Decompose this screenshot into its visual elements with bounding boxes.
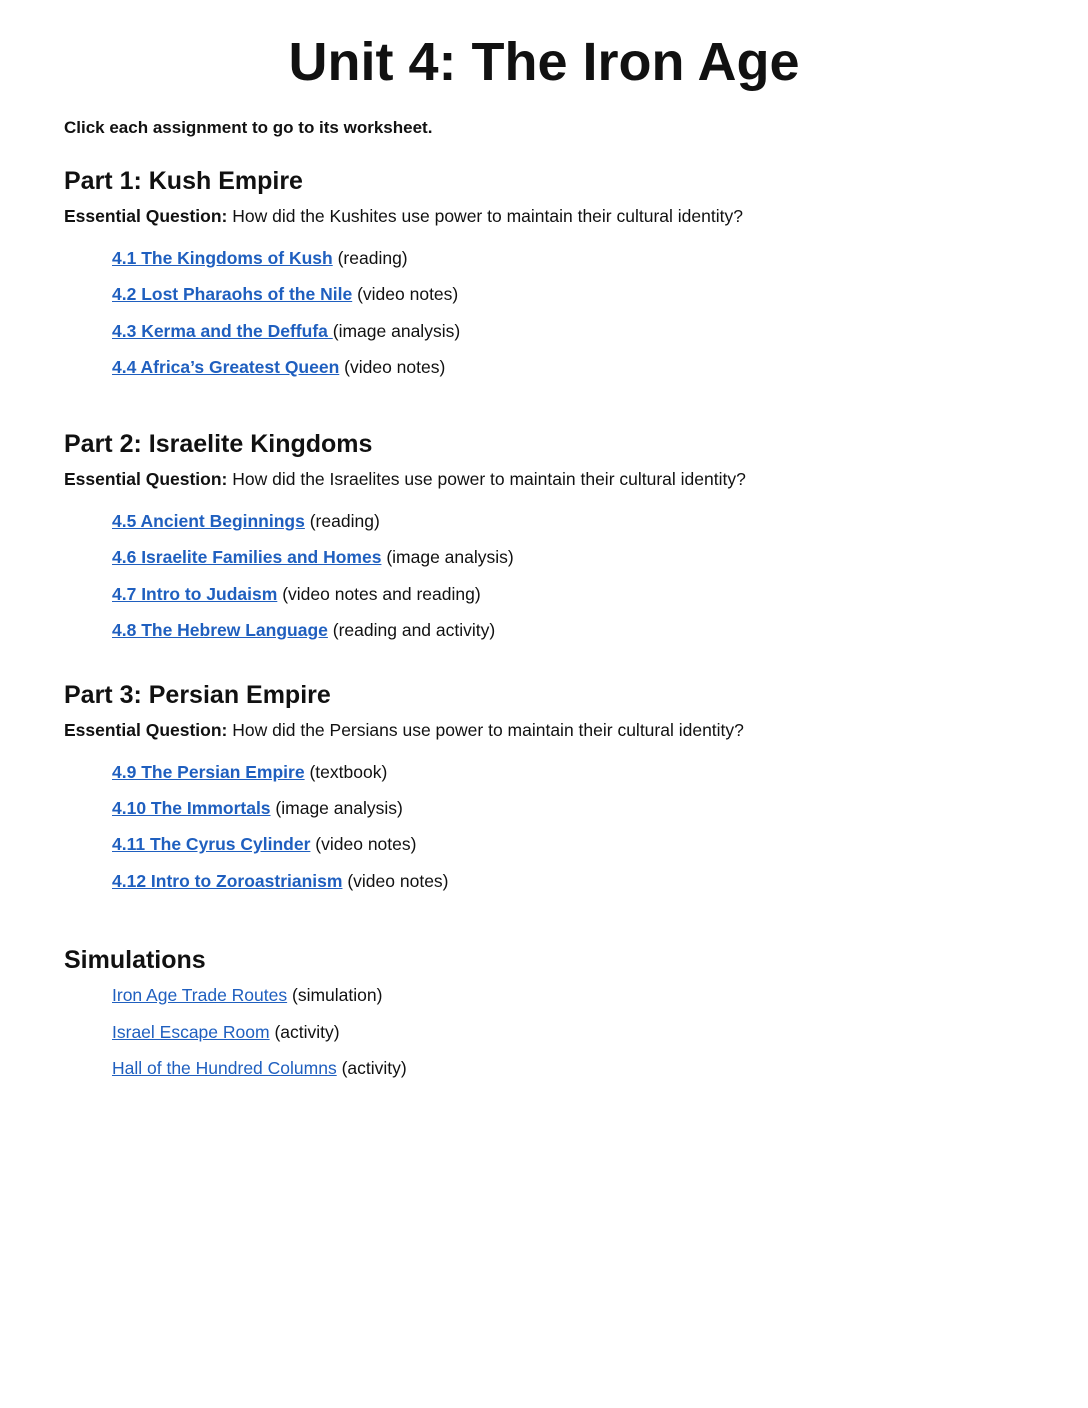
- assignment-item: [112, 510, 380, 532]
- page-title: Unit 4: The Iron Age: [288, 32, 800, 92]
- assignment-link[interactable]: 4.7 Intro to Judaism: [112, 584, 278, 604]
- assignment-item: [112, 761, 387, 783]
- simulation-link[interactable]: Hall of the Hundred Columns: [112, 1058, 337, 1078]
- simulation-type: (simulation): [292, 985, 383, 1005]
- simulation-type: (activity): [274, 1022, 340, 1042]
- simulations-heading: Simulations: [64, 946, 206, 974]
- assignment-link[interactable]: 4.12 Intro to Zoroastrianism: [112, 871, 343, 891]
- assignment-link[interactable]: 4.2 Lost Pharaohs of the Nile: [112, 284, 353, 304]
- simulation-link[interactable]: Israel Escape Room: [112, 1022, 270, 1042]
- assignment-item: [112, 283, 458, 305]
- assignment-item: [112, 870, 449, 892]
- part-2-essential-question: [64, 468, 746, 490]
- assignment-type: (image analysis): [386, 547, 514, 567]
- essential-question-label: Essential Question:: [64, 206, 228, 226]
- assignment-link[interactable]: 4.11 The Cyrus Cylinder: [112, 834, 311, 854]
- assignment-item: [112, 546, 514, 568]
- part-1-heading: Part 1: Kush Empire: [64, 167, 303, 195]
- assignment-link[interactable]: 4.8 The Hebrew Language: [112, 620, 328, 640]
- assignment-type: (image analysis): [332, 321, 461, 341]
- simulation-type: (activity): [341, 1058, 407, 1078]
- assignment-link[interactable]: 4.9 The Persian Empire: [112, 762, 305, 782]
- assignment-type: (reading): [309, 511, 380, 531]
- assignment-link[interactable]: 4.10 The Immortals: [112, 798, 271, 818]
- essential-question-text: How did the Persians use power to maintain their cultural identity?: [232, 720, 744, 740]
- assignment-item: [112, 583, 481, 605]
- assignment-item: [112, 247, 408, 269]
- simulation-item: [112, 1057, 407, 1079]
- assignment-link[interactable]: 4.4 Africa’s Greatest Queen: [112, 357, 340, 377]
- assignment-type: (video notes): [315, 834, 417, 854]
- part-2-heading: Part 2: Israelite Kingdoms: [64, 430, 373, 458]
- essential-question-label: Essential Question:: [64, 720, 228, 740]
- assignment-link[interactable]: 4.1 The Kingdoms of Kush: [112, 248, 333, 268]
- simulation-item: [112, 1021, 340, 1043]
- assignment-type: (image analysis): [275, 798, 403, 818]
- assignment-type: (video notes and reading): [282, 584, 481, 604]
- part-3-heading: Part 3: Persian Empire: [64, 681, 331, 709]
- part-1-essential-question: [64, 205, 743, 227]
- assignment-item: [112, 619, 495, 641]
- assignment-type: (video notes): [344, 357, 446, 377]
- assignment-item: [112, 797, 403, 819]
- assignment-link[interactable]: 4.5 Ancient Beginnings: [112, 511, 305, 531]
- assignment-type: (textbook): [309, 762, 388, 782]
- essential-question-text: How did the Israelites use power to maintain their cultural identity?: [232, 469, 746, 489]
- assignment-type: (reading): [337, 248, 408, 268]
- assignment-link[interactable]: 4.6 Israelite Families and Homes: [112, 547, 382, 567]
- assignment-item: [112, 833, 416, 855]
- essential-question-label: Essential Question:: [64, 469, 228, 489]
- assignment-link[interactable]: 4.3 Kerma and the Deffufa: [112, 321, 333, 341]
- instructions-text: Click each assignment to go to its worksheet.: [64, 118, 433, 137]
- assignment-item: [112, 320, 460, 342]
- assignment-type: (video notes): [357, 284, 459, 304]
- part-3-essential-question: [64, 719, 744, 741]
- simulation-link[interactable]: Iron Age Trade Routes: [112, 985, 288, 1005]
- assignment-type: (video notes): [347, 871, 449, 891]
- assignment-item: [112, 356, 445, 378]
- simulation-item: [112, 984, 382, 1006]
- essential-question-text: How did the Kushites use power to maintain their cultural identity?: [232, 206, 743, 226]
- assignment-type: (reading and activity): [332, 620, 496, 640]
